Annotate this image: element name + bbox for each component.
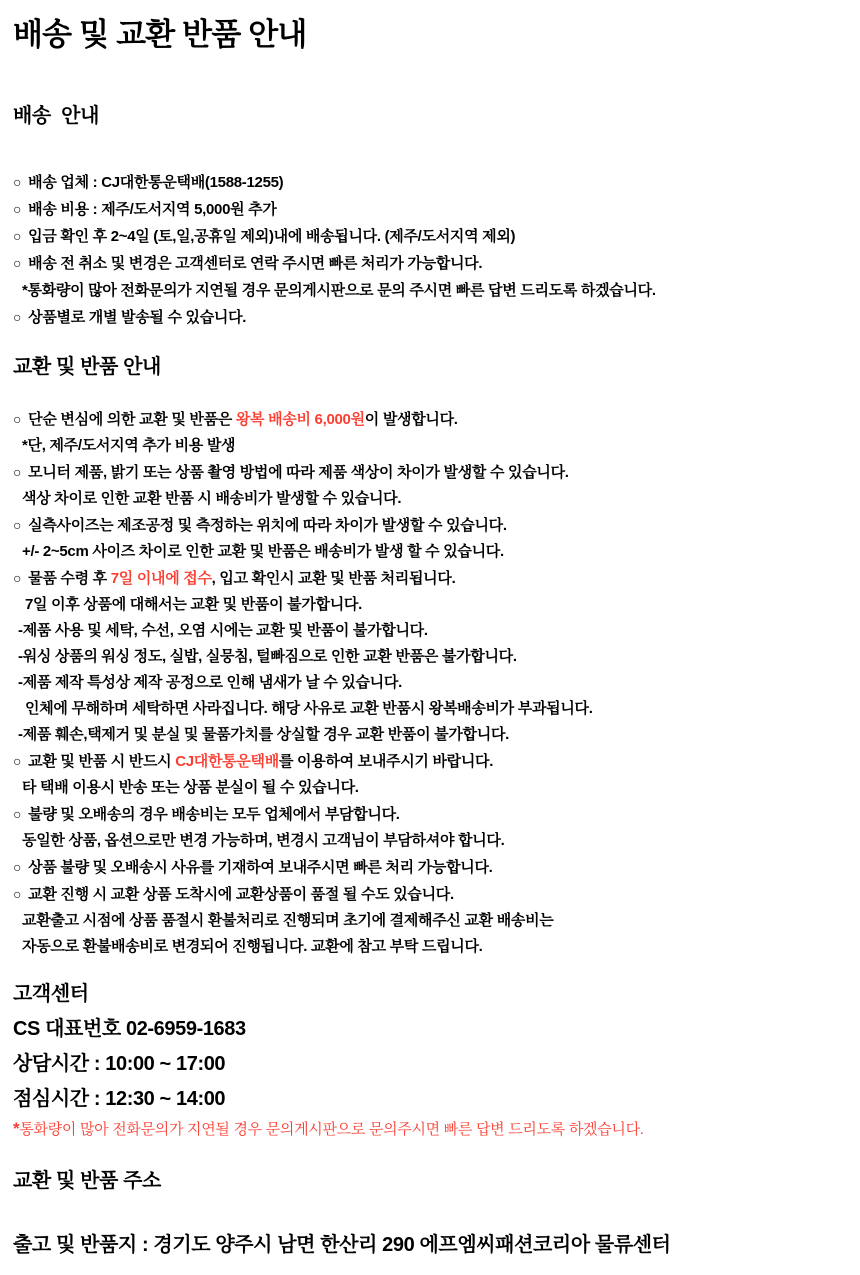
list-item [13, 277, 850, 304]
list-item [13, 775, 850, 801]
cs-notice [13, 1118, 850, 1141]
list-item [13, 934, 850, 960]
line-text: -워싱 상품의 워싱 정도, 실밥, 실뭉침, 털빠짐으로 인한 교환 반품은 불가합니다. [18, 648, 517, 665]
list-item [13, 406, 850, 433]
return-address-section [13, 1169, 850, 1258]
line-text: -제품 훼손,택제거 및 분실 및 물품가치를 상실할 경우 교환 반품이 불가합니다. [18, 726, 509, 743]
line-text: *단, 제주/도서지역 추가 비용 발생 [22, 437, 236, 454]
line-text: 실측사이즈는 제조공정 및 측정하는 위치에 따라 차이가 발생할 수 있습니다. [28, 517, 507, 534]
circle-bullet-icon: ○ [13, 886, 22, 902]
list-item [13, 854, 850, 881]
highlighted-text: 왕복 배송비 6,000원 [235, 411, 365, 428]
line-text: 를 이용하여 보내주시기 바랍니다. [278, 753, 494, 770]
line-text: , 입고 확인시 교환 및 반품 처리됩니다. [211, 570, 456, 587]
cs-lunch-line: 점심시간 : 12:30 ~ 14:00 [13, 1088, 226, 1110]
highlighted-text: 7일 이내에 접수 [110, 570, 212, 587]
page-title: 배송 및 교환 반품 안내 [13, 17, 307, 52]
line-text: 이 발생합니다. [364, 411, 458, 428]
list-item [13, 908, 850, 934]
list-item [13, 433, 850, 459]
list-item [13, 304, 850, 331]
customer-center-heading: 고객센터 [13, 983, 89, 1005]
list-item [13, 828, 850, 854]
line-text: 교환 및 반품 시 반드시 [28, 753, 176, 770]
line-text: -제품 제작 특성상 제작 공정으로 인해 냄새가 날 수 있습니다. [18, 674, 402, 691]
customer-center-section [13, 977, 850, 1141]
shipping-section [13, 104, 850, 331]
exchange-return-list [13, 406, 850, 960]
line-text: 물품 수령 후 [28, 570, 111, 587]
circle-bullet-icon: ○ [13, 309, 22, 325]
line-text: 상품 불량 및 오배송시 사유를 기재하여 보내주시면 빠른 처리 가능합니다. [28, 859, 493, 876]
list-item [13, 459, 850, 486]
list-item [13, 196, 850, 223]
list-item [13, 696, 850, 722]
circle-bullet-icon: ○ [13, 201, 22, 217]
circle-bullet-icon: ○ [13, 806, 22, 822]
list-item [13, 881, 850, 908]
line-text: *통화량이 많아 전화문의가 지연될 경우 문의게시판으로 문의 주시면 빠른 답변 드리도록 하겠습니다. [22, 282, 656, 299]
circle-bullet-icon: ○ [13, 517, 22, 533]
list-item [13, 565, 850, 592]
circle-bullet-icon: ○ [13, 174, 22, 190]
line-text: 불량 및 오배송의 경우 배송비는 모두 업체에서 부담합니다. [28, 806, 400, 823]
line-text: 색상 차이로 인한 교환 반품 시 배송비가 발생할 수 있습니다. [22, 490, 402, 507]
line-text: 배송 전 취소 및 변경은 고객센터로 연락 주시면 빠른 처리가 가능합니다. [28, 255, 483, 272]
line-text: 배송 업체 : CJ대한통운택배(1588-1255) [28, 174, 284, 191]
list-item [13, 169, 850, 196]
circle-bullet-icon: ○ [13, 411, 22, 427]
list-item [13, 618, 850, 644]
cs-phone-line: CS 대표번호 02-6959-1683 [13, 1018, 246, 1040]
line-text: 단순 변심에 의한 교환 및 반품은 [28, 411, 236, 428]
highlighted-text: CJ대한통운택배 [175, 753, 279, 770]
list-item [13, 539, 850, 565]
shipping-list [13, 169, 850, 331]
circle-bullet-icon: ○ [13, 859, 22, 875]
circle-bullet-icon: ○ [13, 753, 22, 769]
list-item [13, 223, 850, 250]
list-item [13, 670, 850, 696]
line-text: 교환 진행 시 교환 상품 도착시에 교환상품이 품절 될 수도 있습니다. [28, 886, 454, 903]
list-item [13, 250, 850, 277]
exchange-section-heading: 교환 및 반품 안내 [13, 356, 161, 378]
list-item [13, 592, 850, 618]
asterisk-mark: * [13, 1119, 20, 1138]
list-item [13, 644, 850, 670]
circle-bullet-icon: ○ [13, 228, 22, 244]
line-text: 모니터 제품, 밝기 또는 상품 촬영 방법에 따라 제품 색상이 차이가 발생할 수 있습니다. [28, 464, 569, 481]
shipping-section-heading: 배송 안내 [13, 105, 99, 127]
circle-bullet-icon: ○ [13, 570, 22, 586]
line-text: 7일 이후 상품에 대해서는 교환 및 반품이 불가합니다. [25, 596, 362, 613]
line-text: 동일한 상품, 옵션으로만 변경 가능하며, 변경시 고객님이 부담하셔야 합니다. [22, 832, 505, 849]
cs-hours-line: 상담시간 : 10:00 ~ 17:00 [13, 1053, 226, 1075]
cs-notice-text: 통화량이 많아 전화문의가 지연될 경우 문의게시판으로 문의주시면 빠른 답변 드리도록 하겠습니다. [19, 1121, 644, 1138]
line-text: 교환출고 시점에 상품 품절시 환불처리로 진행되며 초기에 결제해주신 교환 배송비는 [22, 912, 554, 929]
list-item [13, 512, 850, 539]
line-text: +/- 2~5cm 사이즈 차이로 인한 교환 및 반품은 배송비가 발생 할 수 있습니다. [22, 543, 504, 560]
line-text: 자동으로 환불배송비로 변경되어 진행됩니다. 교환에 참고 부탁 드립니다. [22, 938, 483, 955]
line-text: 인체에 무해하며 세탁하면 사라집니다. 해당 사유로 교환 반품시 왕복배송비가 부과됩니다. [25, 700, 593, 717]
address-section-heading: 교환 및 반품 주소 [13, 1170, 161, 1192]
circle-bullet-icon: ○ [13, 464, 22, 480]
line-text: -제품 사용 및 세탁, 수선, 오염 시에는 교환 및 반품이 불가합니다. [18, 622, 428, 639]
return-address-line: 출고 및 반품지 : 경기도 양주시 남면 한산리 290 에프엠씨패션코리아 물류센터 [13, 1234, 671, 1256]
circle-bullet-icon: ○ [13, 255, 22, 271]
exchange-return-section [13, 355, 850, 960]
list-item [13, 748, 850, 775]
line-text: 상품별로 개별 발송될 수 있습니다. [28, 309, 247, 326]
list-item [13, 801, 850, 828]
line-text: 배송 비용 : 제주/도서지역 5,000원 추가 [28, 201, 277, 218]
list-item [13, 486, 850, 512]
line-text: 입금 확인 후 2~4일 (토,일,공휴일 제외)내에 배송됩니다. (제주/도서지역 제외) [28, 228, 516, 245]
list-item [13, 722, 850, 748]
line-text: 타 택배 이용시 반송 또는 상품 분실이 될 수 있습니다. [22, 779, 359, 796]
